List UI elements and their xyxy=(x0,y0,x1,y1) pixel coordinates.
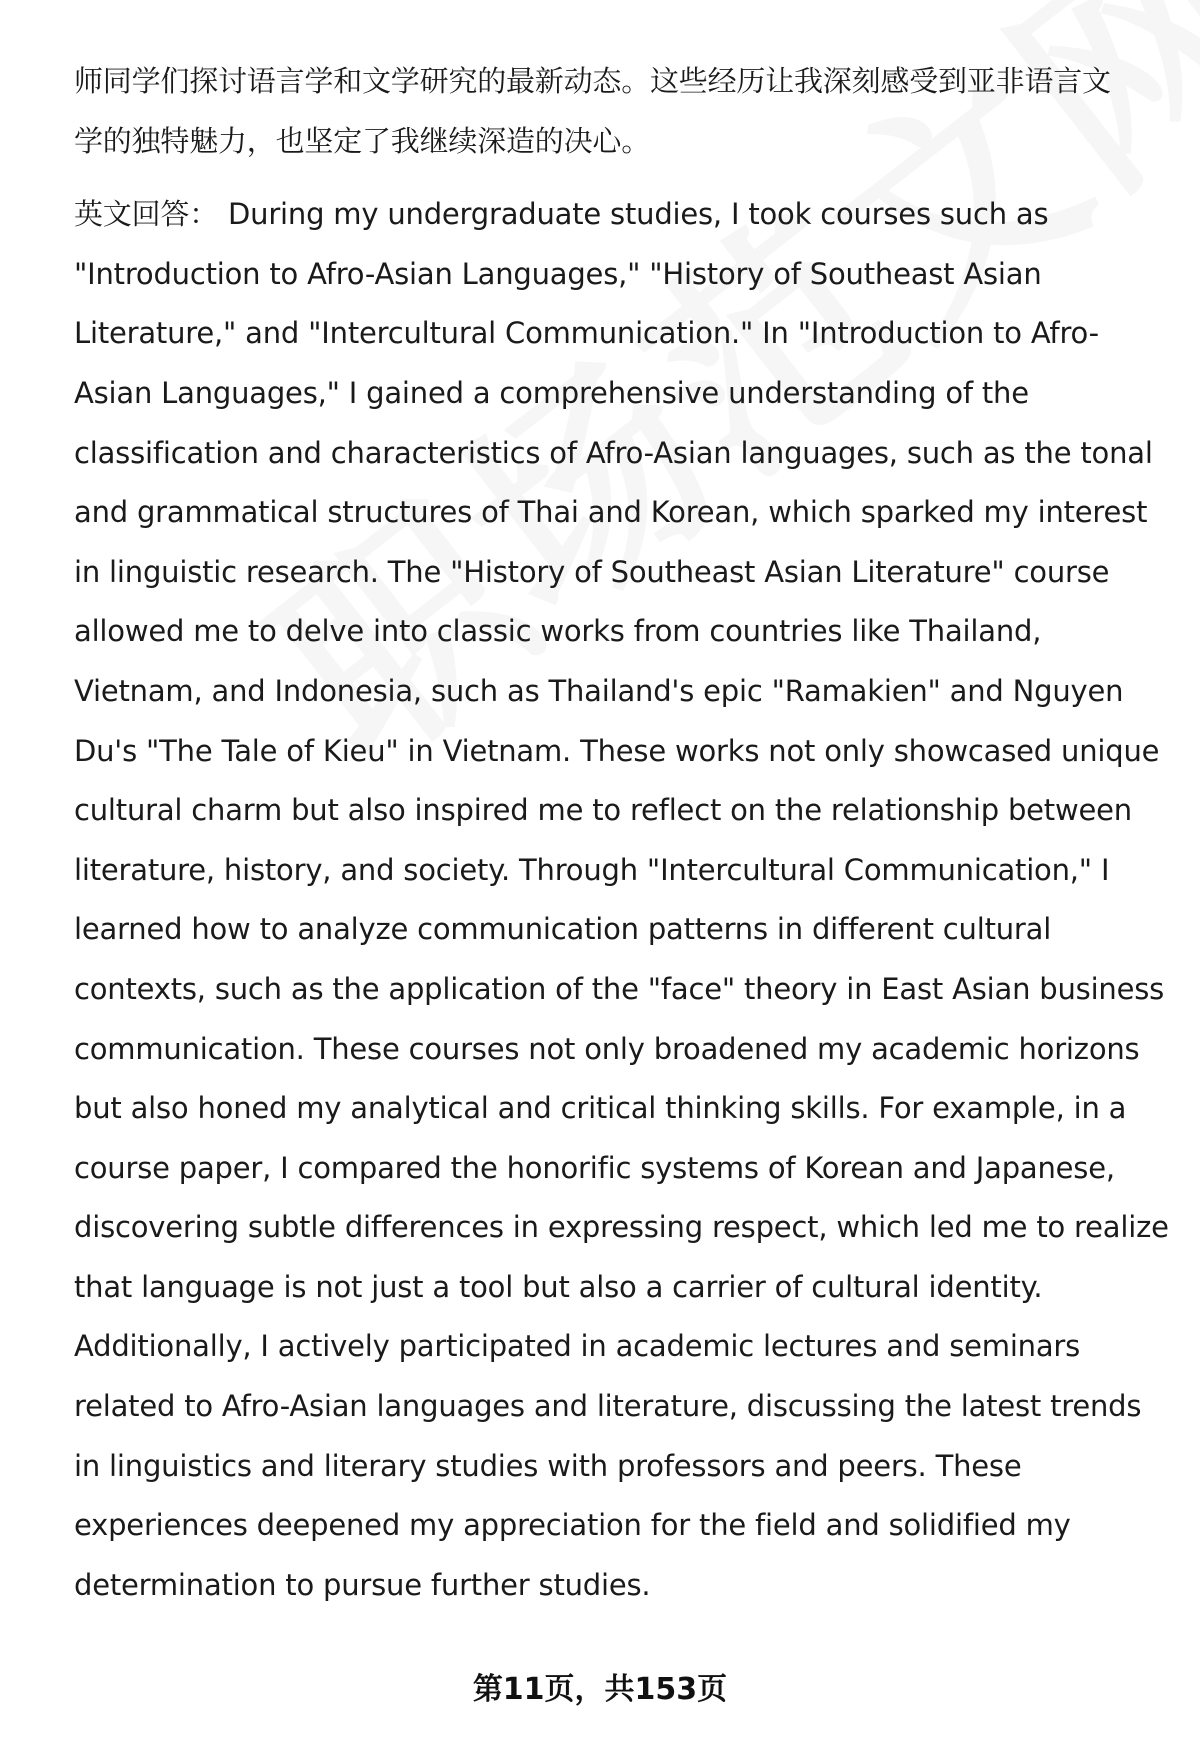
text-line: Additionally, I actively participated in academic lectures and seminars xyxy=(74,1329,1081,1364)
text-line: in linguistics and literary studies with professors and peers. These xyxy=(74,1448,1022,1483)
text-line: determination to pursue further studies. xyxy=(74,1567,651,1602)
text-line: Vietnam, and Indonesia, such as Thailand's epic "Ramakien" and Nguyen xyxy=(74,673,1124,708)
page-indicator: 第11页，共153页 xyxy=(472,1672,728,1707)
text-line xyxy=(74,185,1154,245)
text-line: "Introduction to Afro-Asian Languages," "History of Southeast Asian xyxy=(74,256,1042,291)
text-line: learned how to analyze communication patterns in different cultural xyxy=(74,912,1052,947)
english-answer-label: 英文回答： xyxy=(74,197,219,232)
text-line: experiences deepened my appreciation for the field and solidified my xyxy=(74,1508,1071,1543)
text-line: contexts, such as the application of the "face" theory in East Asian business xyxy=(74,971,1165,1006)
text-line: related to Afro-Asian languages and literature, discussing the latest trends xyxy=(74,1389,1142,1424)
text-line: communication. These courses not only broadened my academic horizons xyxy=(74,1031,1140,1066)
text-line: Du's "The Tale of Kieu" in Vietnam. These works not only showcased unique xyxy=(74,733,1160,768)
text-line: in linguistic research. The "History of Southeast Asian Literature" course xyxy=(74,554,1110,589)
text-line: but also honed my analytical and critical thinking skills. For example, in a xyxy=(74,1091,1127,1126)
text-line: discovering subtle differences in expressing respect, which led me to realize xyxy=(74,1210,1169,1245)
text-line: 学的独特魅力，也坚定了我继续深造的决心。 xyxy=(74,123,651,158)
chinese-paragraph xyxy=(74,52,1154,171)
text-line: and grammatical structures of Thai and Korean, which sparked my interest xyxy=(74,495,1148,530)
text-line: Asian Languages," I gained a comprehensive understanding of the xyxy=(74,375,1029,410)
text-line: 师同学们探讨语言学和文学研究的最新动态。这些经历让我深刻感受到亚非语言文 xyxy=(74,64,1111,98)
text-line: literature, history, and society. Through "Intercultural Communication," I xyxy=(74,852,1110,887)
text-line: allowed me to delve into classic works from countries like Thailand, xyxy=(74,614,1042,649)
text-line: cultural charm but also inspired me to reflect on the relationship between xyxy=(74,793,1132,828)
text-line: classification and characteristics of Afro-Asian languages, such as the tonal xyxy=(74,435,1153,470)
document-body xyxy=(74,52,1169,1615)
text-line: Literature," and "Intercultural Communication." In "Introduction to Afro- xyxy=(74,316,1099,351)
english-answer-paragraph xyxy=(74,185,1169,1615)
text-line: that language is not just a tool but also a carrier of cultural identity. xyxy=(74,1269,1043,1304)
text-line: course paper, I compared the honorific systems of Korean and Japanese, xyxy=(74,1150,1115,1185)
text-line-content: During my undergraduate studies, I took courses such as xyxy=(228,197,1049,232)
